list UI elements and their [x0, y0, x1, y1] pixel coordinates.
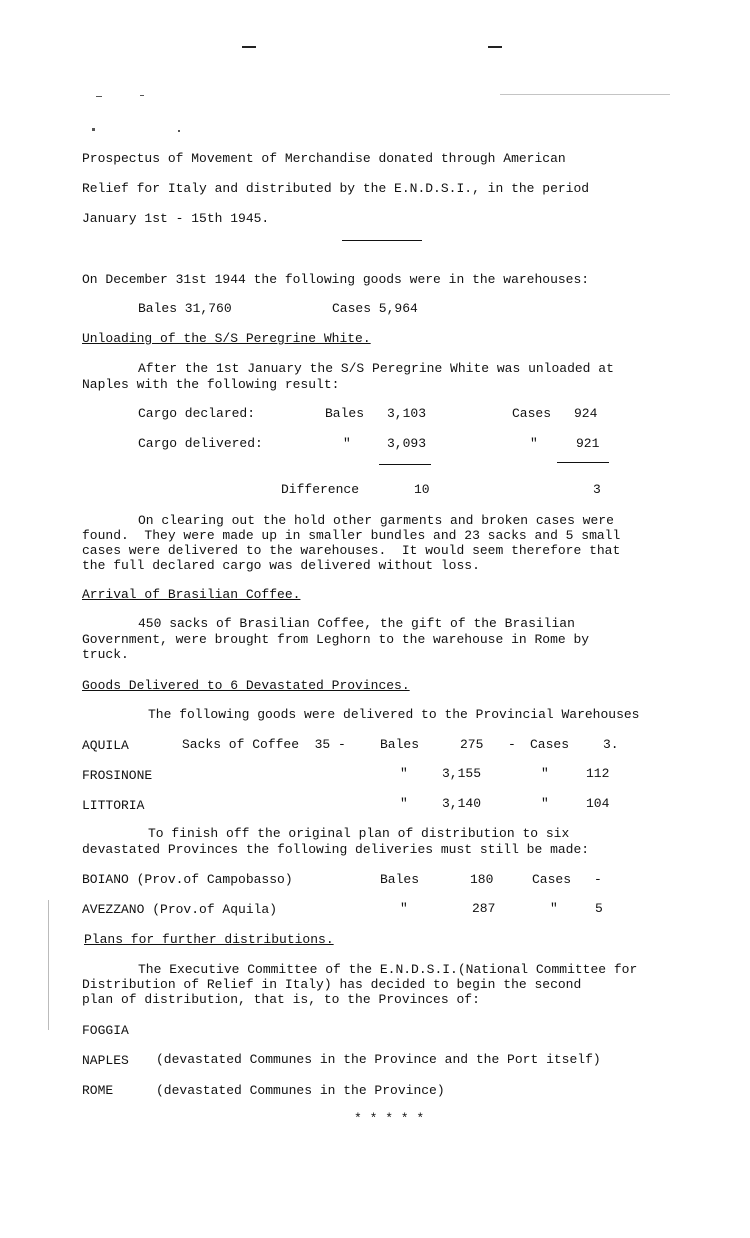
unloading-note: On clearing out the hold other garments and broken cases were: [138, 513, 614, 528]
title-rule: [342, 240, 422, 241]
province-bales-label: ": [400, 766, 408, 781]
province-sep: -: [508, 737, 516, 752]
pending-cases-label: ": [550, 901, 558, 916]
speck: [500, 94, 670, 95]
plan-province-note: (devastated Communes in the Province and the Port itself): [156, 1052, 601, 1067]
plan-province-name: FOGGIA: [82, 1023, 129, 1038]
province-name: LITTORIA: [82, 798, 145, 813]
province-cases-label: ": [541, 766, 549, 781]
delivered-cases-label: ": [530, 436, 538, 451]
provinces-heading: Goods Delivered to 6 Devastated Provinces.: [82, 678, 410, 693]
unloading-intro: After the 1st January the S/S Peregrine White was unloaded at: [138, 361, 614, 376]
closing-stars: * * * * *: [354, 1111, 425, 1126]
province-cases-label: ": [541, 796, 549, 811]
speck: [96, 96, 102, 97]
title-line: Relief for Italy and distributed by the E.N.D.S.I., in the period: [82, 181, 590, 196]
unloading-note: the full declared cargo was delivered without loss.: [82, 558, 480, 573]
declared-cases: 924: [574, 406, 598, 421]
pending-bales-label: ": [400, 901, 408, 916]
pending-bales: 180: [470, 872, 494, 887]
plans-heading: Plans for further distributions.: [84, 932, 334, 947]
province-bales-label: Bales: [380, 737, 420, 752]
finish-line: To finish off the original plan of distribution to six: [148, 826, 570, 841]
speck: [140, 95, 144, 96]
plan-province-note: (devastated Communes in the Province): [156, 1083, 445, 1098]
delivered-bales-label: ": [343, 436, 351, 451]
plans-line: plan of distribution, that is, to the Provinces of:: [82, 992, 480, 1007]
pending-bales-label: Bales: [380, 872, 420, 887]
difference-bales: 10: [414, 482, 430, 497]
declared-cases-label: Cases: [512, 406, 552, 421]
page-mark: [488, 46, 502, 48]
title-line: January 1st - 15th 1945.: [82, 211, 270, 226]
sum-rule: [379, 464, 431, 465]
province-name: AQUILA: [82, 738, 129, 753]
coffee-line: Government, were brought from Leghorn to the warehouse in Rome by: [82, 632, 590, 647]
plan-province-name: NAPLES: [82, 1053, 129, 1068]
pending-bales: 287: [472, 901, 496, 916]
plans-line: Distribution of Relief in Italy) has decided to begin the second: [82, 977, 582, 992]
finish-line: devastated Provinces the following deliveries must still be made:: [82, 842, 590, 857]
province-bales: 275: [460, 737, 484, 752]
unloading-heading: Unloading of the S/S Peregrine White.: [82, 331, 371, 346]
province-bales: 3,155: [442, 766, 482, 781]
unloading-intro: Naples with the following result:: [82, 377, 340, 392]
declared-label: Cargo declared:: [138, 406, 256, 421]
stock-bales: Bales 31,760: [138, 301, 232, 316]
title-line: Prospectus of Movement of Merchandise donated through American: [82, 151, 566, 166]
province-cases: 112: [586, 766, 610, 781]
pending-cases-label: Cases: [532, 872, 572, 887]
stock-intro: On December 31st 1944 the following goods were in the warehouses:: [82, 272, 590, 287]
stock-cases: Cases 5,964: [332, 301, 418, 316]
pending-name: AVEZZANO (Prov.of Aquila): [82, 902, 278, 917]
province-coffee: Sacks of Coffee 35 -: [182, 737, 346, 752]
coffee-heading: Arrival of Brasilian Coffee.: [82, 587, 301, 602]
unloading-note: found. They were made up in smaller bundles and 23 sacks and 5 small: [82, 528, 621, 543]
declared-bales: 3,103: [387, 406, 427, 421]
pending-cases: 5: [595, 901, 603, 916]
pending-name: BOIANO (Prov.of Campobasso): [82, 872, 293, 887]
difference-cases: 3: [593, 482, 601, 497]
delivered-label: Cargo delivered:: [138, 436, 263, 451]
province-bales: 3,140: [442, 796, 482, 811]
difference-label: Difference: [281, 482, 360, 497]
provinces-intro: The following goods were delivered to the Provincial Warehouses: [148, 707, 640, 722]
pending-cases: -: [594, 872, 602, 887]
province-bales-label: ": [400, 796, 408, 811]
plan-province-name: ROME: [82, 1083, 114, 1098]
province-cases-label: Cases: [530, 737, 570, 752]
speck: [178, 130, 180, 132]
delivered-bales: 3,093: [387, 436, 427, 451]
province-cases: 3.: [603, 737, 619, 752]
speck: [48, 900, 49, 1030]
page-mark: [242, 46, 256, 48]
declared-bales-label: Bales: [325, 406, 365, 421]
delivered-cases: 921: [576, 436, 600, 451]
plans-line: The Executive Committee of the E.N.D.S.I.(National Committee for: [138, 962, 638, 977]
province-name: FROSINONE: [82, 768, 153, 783]
coffee-line: 450 sacks of Brasilian Coffee, the gift of the Brasilian: [138, 616, 575, 631]
unloading-note: cases were delivered to the warehouses. It would seem therefore that: [82, 543, 621, 558]
speck: [92, 128, 95, 131]
sum-rule: [557, 462, 609, 463]
province-cases: 104: [586, 796, 610, 811]
coffee-line: truck.: [82, 647, 129, 662]
